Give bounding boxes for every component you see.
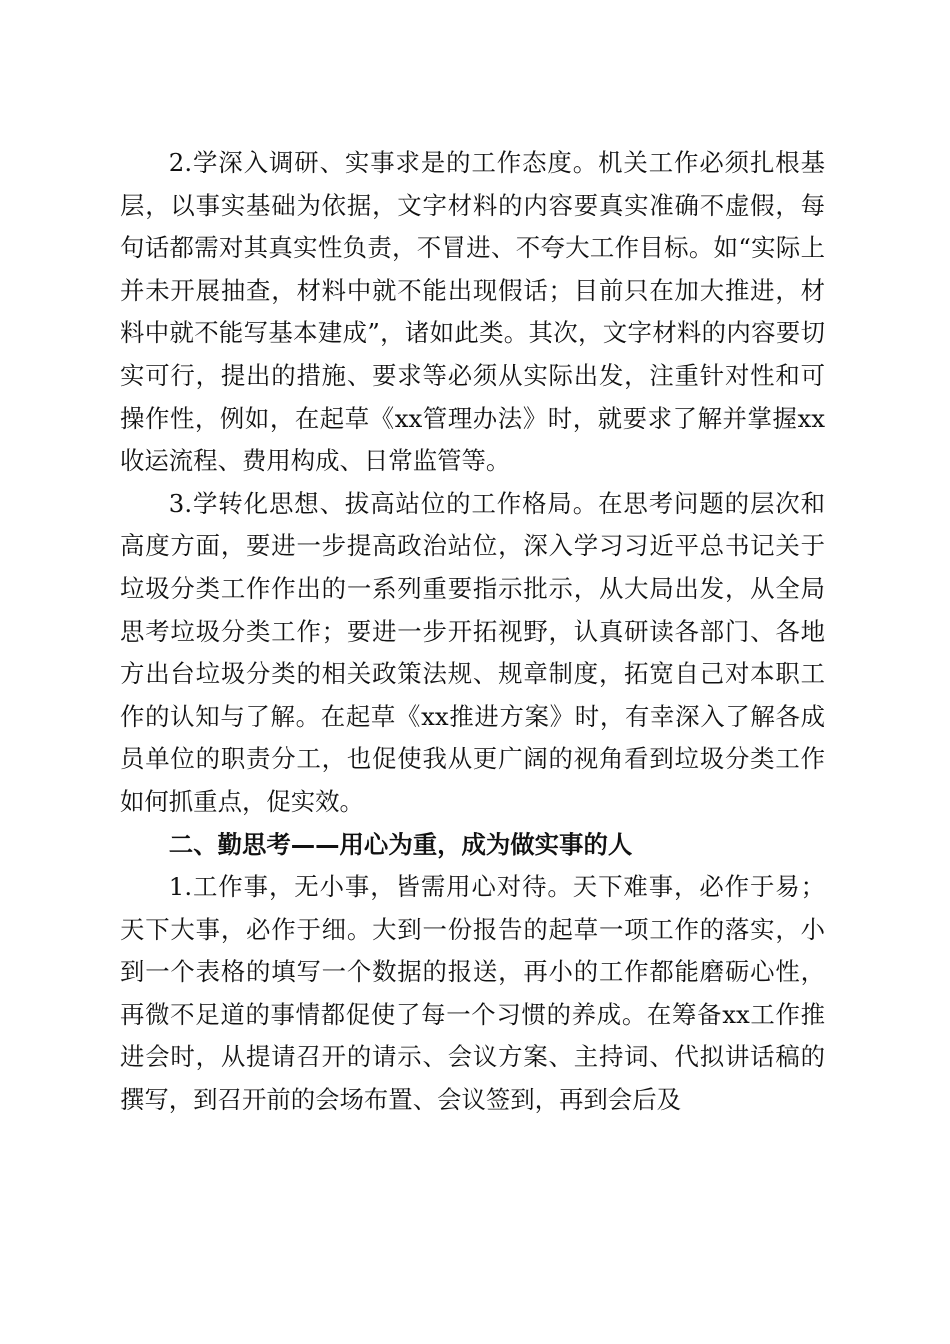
paragraph-1-small-things: 1.工作事，无小事，皆需用心对待。天下难事，必作于易；天下大事，必作于细。大到一份报告的起草一项工作的落实，小到一个表格的填写一个数据的报送，再小的工作都能磨砺心性，再微不足道的事情都促使了每一个习惯的养成。在筹备xx工作推进会时，从提请召开的请示、会议方案、主持词、代拟讲话稿的撰写，到召开前的会场布置、会议签到，再到会后及: [120, 872, 825, 1115]
paragraph-3-thinking-pattern: 3.学转化思想、拔高站位的工作格局。在思考问题的层次和高度方面，要进一步提高政治站位，深入学习习近平总书记关于垃圾分类工作作出的一系列重要指示批示，从大局出发，从全局思考垃圾分类工作；要进一步开拓视野，认真研读各部门、各地方出台垃圾分类的相关政策法规、规章制度，拓宽自己对本职工作的认知与了解。在起草《xx推进方案》时，有幸深入了解各成员单位的职责分工，也促使我从更广阔的视角看到垃圾分类工作如何抓重点，促实效。: [120, 488, 825, 816]
paragraph-2-research-attitude: 2.学深入调研、实事求是的工作态度。机关工作必须扎根基层，以事实基础为依据，文字材料的内容要真实准确不虚假，每句话都需对其真实性负责，不冒进、不夸大工作目标。如“实际上并未开展抽查，材料中就不能出现假话；目前只在加大推进，材料中就不能写基本建成”，诸如此类。其次，文字材料的内容要切实可行，提出的措施、要求等必须从实际出发，注重针对性和可操作性，例如，在起草《xx管理办法》时，就要求了解并掌握xx收运流程、费用构成、日常监管等。: [120, 148, 825, 476]
section-heading-two: 二、勤思考——用心为重，成为做实事的人: [168, 829, 633, 859]
document-body: [120, 142, 825, 1122]
